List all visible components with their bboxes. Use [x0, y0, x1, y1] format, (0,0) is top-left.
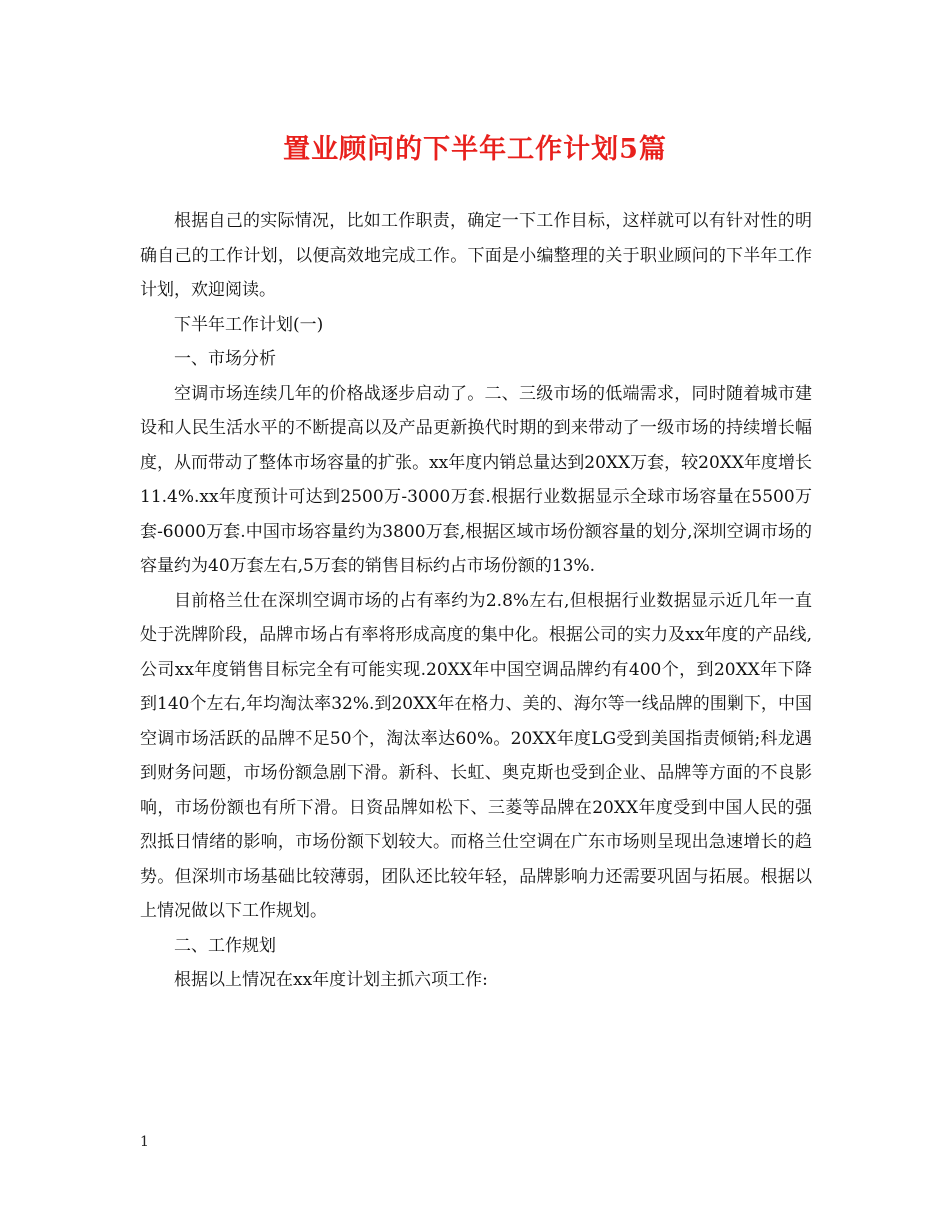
intro-paragraph: 根据自己的实际情况，比如工作职责，确定一下工作目标，这样就可以有针对性的明确自己的工作计划，以便高效地完成工作。下面是小编整理的关于职业顾问的下半年工作计划，欢迎阅读。 — [140, 211, 812, 300]
section-heading-work-plan: 二、工作规划 — [174, 935, 276, 956]
section-heading-plan-one: 下半年工作计划(一) — [174, 314, 324, 335]
market-analysis-paragraph: 空调市场连续几年的价格战逐步启动了。二、三级市场的低端需求，同时随着城市建设和人民生活水平的不断提高以及产品更新换代时期的到来带动了一级市场的持续增长幅度，从而带动了整体市场容量的扩张。xx年度内销总量达到20XX万套，较20XX年度增长11.4%.xx年度预计可达到2500万-3000万套.根据行业数据显示全球市场容量在5500万套-6000万套.中国市场容量约为3800万套,根据区域市场份额容量的划分,深圳空调市场的容量约为40万套左右,5万套的销售目标约占市场份额的13%. — [140, 383, 812, 576]
brand-analysis-paragraph: 目前格兰仕在深圳空调市场的占有率约为2.8%左右,但根据行业数据显示近几年一直处于洗牌阶段，品牌市场占有率将形成高度的集中化。根据公司的实力及xx年度的产品线,公司xx年度销售目标完全有可能实现.20XX年中国空调品牌约有400个，到20XX年下降到140个左右,年均淘汰率32%.到20XX年在格力、美的、海尔等一线品牌的围剿下，中国空调市场活跃的品牌不足50个，淘汰率达60%。20XX年度LG受到美国指责倾销;科龙遇到财务问题，市场份额急剧下滑。新科、长虹、奥克斯也受到企业、品牌等方面的不良影响，市场份额也有所下滑。日资品牌如松下、三菱等品牌在20XX年度受到中国人民的强烈抵日情绪的影响，市场份额下划较大。而格兰仕空调在广东市场则呈现出急速增长的趋势。但深圳市场基础比较薄弱，团队还比较年轻，品牌影响力还需要巩固与拓展。根据以上情况做以下工作规划。 — [140, 590, 812, 921]
work-plan-intro: 根据以上情况在xx年度计划主抓六项工作: — [174, 970, 488, 990]
document-body — [140, 204, 812, 998]
page-number: 1 — [140, 1134, 149, 1150]
section-heading-market-analysis: 一、市场分析 — [174, 349, 276, 369]
document-title: 置业顾问的下半年工作计划5篇 — [283, 134, 667, 165]
